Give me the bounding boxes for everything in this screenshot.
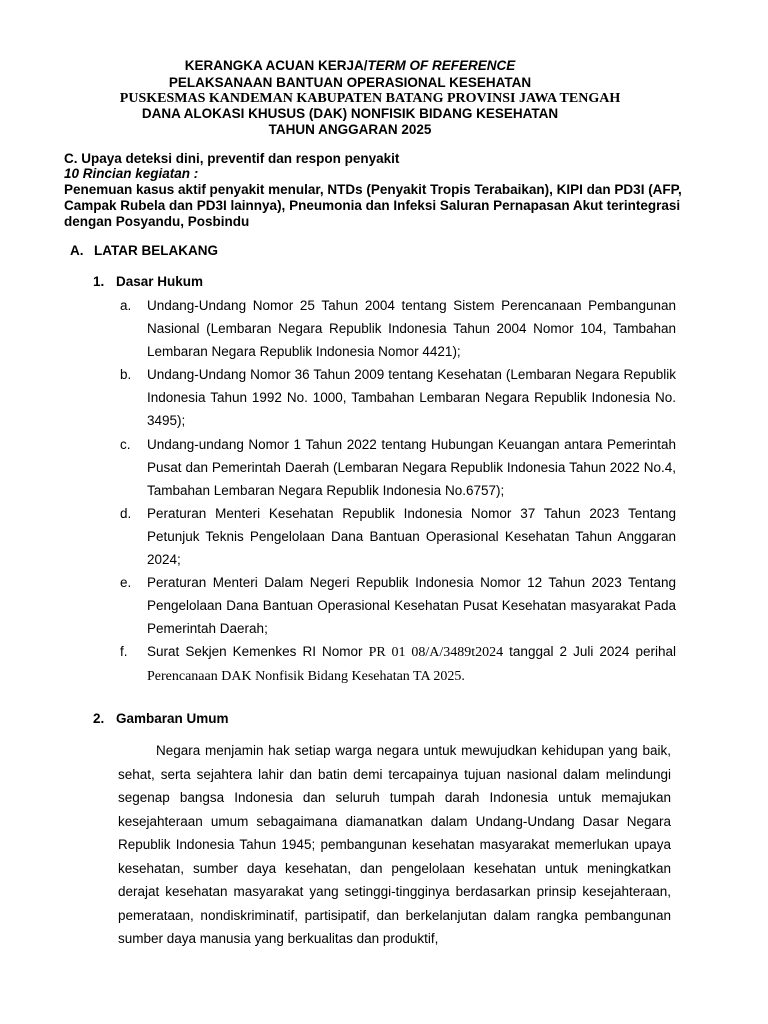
list-marker: e. [120,575,132,590]
activity-description: Penemuan kasus aktif penyakit menular, NTDs (Penyakit Tropis Terabaikan), KIPI dan PD3I (AFP, Campak Rubela dan PD3I lainnya), Pneumonia dan Infeksi Saluran Pernapasan Akut terintegrasi dengan Posyandu, Posbindu [64,182,682,229]
doc-title-line-5: TAHUN ANGGARAN 2025 [268,122,432,137]
subsection-title: Gambaran Umum [116,711,229,726]
letter-number: PR 01 08/A/3489t2024 [368,645,504,660]
subsection-dasar-hukum [93,274,203,289]
doc-title-line-2: PELAKSANAAN BANTUAN OPERASIONAL KESEHATAN [168,75,532,90]
subsection-number: 1. [93,274,105,289]
rincian-label: 10 Rincian kegiatan : [64,166,199,181]
body-paragraph [118,739,671,951]
section-a-heading [70,243,218,258]
list-text-part: tanggal 2 Juli 2024 perihal [503,644,677,659]
list-text: Undang-Undang Nomor 36 Tahun 2009 tentang Kesehatan (Lembaran Negara Republik Indonesia Tahun 1992 No. 1000, Tambahan Lembaran Negara Republik Indonesia No. 3495); [147,367,676,428]
list-text: Peraturan Menteri Dalam Negeri Republik Indonesia Nomor 12 Tahun 2023 Tentang Pengelolaan Dana Bantuan Operasional Kesehatan Pusat Kesehatan masyarakat Pada Pemerintah Daerah; [147,575,676,636]
list-marker: d. [120,506,132,521]
list-marker: a. [120,298,132,313]
list-text-part: Surat Sekjen Kemenkes RI Nomor [147,644,369,659]
subsection-number: 2. [93,711,105,726]
section-a-title: LATAR BELAKANG [94,243,218,258]
category-heading: C. Upaya deteksi dini, preventif dan respon penyakit [64,151,400,166]
list-text: Undang-undang Nomor 1 Tahun 2022 tentang Hubungan Keuangan antara Pemerintah Pusat dan Pemerintah Daerah (Lembaran Negara Republik Indonesia Tahun 2022 No.4, Tambahan Lembaran Negara Republik Indonesia No.6757); [147,437,676,498]
doc-title-italic: TERM OF REFERENCE [367,58,516,73]
doc-title-line-1 [0,57,734,74]
list-text [147,640,676,688]
list-text: Peraturan Menteri Kesehatan Republik Indonesia Nomor 37 Tahun 2023 Tentang Petunjuk Teknis Pengelolaan Dana Bantuan Operasional Kesehatan Tahun Anggaran 2024; [147,506,676,567]
list-marker: f. [120,644,128,659]
list-text: Undang-Undang Nomor 25 Tahun 2004 tentang Sistem Perencanaan Pembangunan Nasional (Lembaran Negara Republik Indonesia Tahun 2004 Nomor 104, Tambahan Lembaran Negara Republik Indonesia Nomor 4421); [147,298,676,359]
subsection-gambaran-umum [93,711,229,726]
letter-subject: Perencanaan DAK Nonfisik Bidang Kesehatan TA 2025. [147,669,465,684]
doc-title-line-3: PUSKESMAS KANDEMAN KABUPATEN BATANG PROVINSI JAWA TENGAH [119,91,621,106]
section-a-number: A. [70,243,84,258]
paragraph-text: Negara menjamin hak setiap warga negara untuk mewujudkan kehidupan yang baik, sehat, serta sejahtera lahir dan batin demi tercapainya tujuan nasional dalam melindungi segenap bangsa Indonesia dan seluruh tumpah darah Indonesia untuk memajukan kesejahteraan umum sebagaimana diamanatkan dalam Undang-Undang Dasar Negara Republik Indonesia Tahun 1945; pembangunan kesehatan masyarakat memerlukan upaya kesehatan, sumber daya kesehatan, dan pengelolaan kesehatan untuk meningkatkan derajat kesehatan masyarakat yang setinggi-tingginya berdasarkan prinsip kesejahteraan, pemerataan, nondiskriminatif, partisipatif, dan berkelanjutan dalam rangka pembangunan sumber daya manusia yang berkualitas dan produktif, [118,743,671,946]
doc-title-line-4: DANA ALOKASI KHUSUS (DAK) NONFISIK BIDANG KESEHATAN [141,106,559,121]
list-marker: c. [120,437,131,452]
subsection-title: Dasar Hukum [116,274,204,289]
list-marker: b. [120,367,132,382]
doc-title-main: KERANGKA ACUAN KERJA/ [184,58,368,73]
